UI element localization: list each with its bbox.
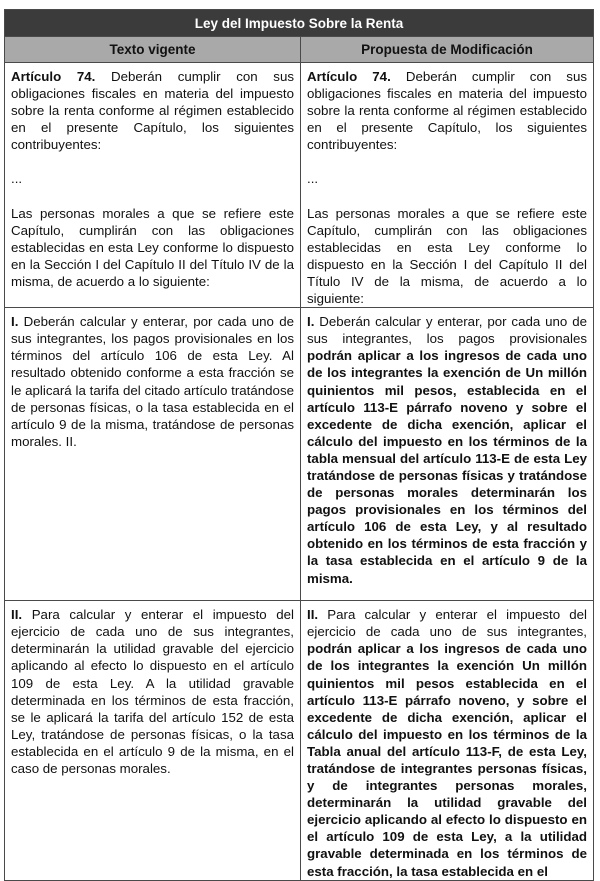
- fraction-paragraph: [307, 606, 587, 880]
- fraction-proposed-text: podrán aplicar a los ingresos de cada uno de los integrantes la exención de Un millón quinientos mil pesos, establecida en el artículo 113-E párrafo noveno y sobre el excedente de dicha exención, aplicar el cálculo del impuesto en los términos de la tabla mensual del artículo 113-E de esta Ley tratándose de personas físicas y tratándose de personas morales determinarán los pagos provisionales en los términos del artículo 106 de esta Ley, y al resultado obtenido en los términos de esta fracción y la tasa establecida en el artículo 9 de la misma.: [307, 348, 587, 586]
- fraction-label: I.: [307, 314, 315, 330]
- table-row: [5, 601, 594, 881]
- cell-propuesta-fraccion-i: [301, 308, 594, 601]
- fraction-paragraph: [11, 313, 294, 450]
- fraction-paragraph: [307, 313, 587, 587]
- article-paragraph: [307, 68, 587, 153]
- cell-vigente-fraccion-i: [5, 308, 301, 601]
- article-text: Deberán cumplir con sus obligaciones fiscales en materia del impuesto sobre la renta conforme al régimen establecido en el presente Capítulo, los siguientes contribuyentes:: [11, 69, 294, 153]
- ellipsis: ...: [11, 171, 23, 187]
- fraction-text: Deberán calcular y enterar, por cada uno de sus integrantes, los pagos provisionales en los términos del artículo 106 de esta Ley. Al resultado obtenido conforme a esta fracción se le aplicará la tarifa del citado artículo tratándose de personas físicas, o la tasa establecida en el artículo 9 de la misma, tratándose de personas morales. II.: [11, 314, 294, 449]
- fraction-paragraph: [11, 606, 294, 777]
- fraction-label: I.: [11, 314, 19, 330]
- table-row: [5, 63, 594, 308]
- cell-vigente-articulo-74: [5, 63, 301, 308]
- article-label: Artículo 74.: [307, 69, 391, 84]
- fraction-text: Para calcular y enterar el impuesto del ejercicio de cada uno de sus integrantes, determinarán la utilidad gravable del ejercicio aplicando al efecto lo dispuesto en el artículo 109 de esta Ley. A la utilidad gravable determinada en los términos de esta fracción, se le aplicará la tarifa del artículo 152 de esta Ley, tratándose de personas físicas, o la tasa establecida en el artículo 9 de la misma, en el caso de personas morales.: [11, 607, 294, 776]
- cell-propuesta-fraccion-ii: [301, 601, 594, 881]
- article-label: Artículo 74.: [11, 69, 96, 84]
- table-title-row: [5, 10, 594, 37]
- paragraph: Las personas morales a que se refiere este Capítulo, cumplirán con las obligaciones establecidas en esta Ley conforme lo dispuesto en la Sección I del Capítulo II del Título IV de la misma, de acuerdo a lo siguiente:: [307, 205, 587, 307]
- comparison-table: [4, 9, 594, 881]
- article-paragraph: [11, 68, 294, 153]
- table-row: [5, 308, 594, 601]
- cell-vigente-fraccion-ii: [5, 601, 301, 881]
- fraction-text: Para calcular y enterar el impuesto del ejercicio de cada uno de sus integrantes,: [307, 607, 587, 640]
- article-text: Deberán cumplir con sus obligaciones fiscales en materia del impuesto sobre la renta conforme al régimen establecido en el presente Capítulo, los siguientes contribuyentes:: [307, 69, 587, 153]
- table-title: Ley del Impuesto Sobre la Renta: [5, 10, 594, 37]
- ellipsis: ...: [307, 171, 319, 187]
- fraction-proposed-text: podrán aplicar a los ingresos de cada uno de los integrantes la exención Un millón quinientos mil pesos establecida en el artículo 113-E párrafo noveno, y sobre el excedente de dicha exención, aplicar el cálculo del impuesto en los términos de la Tabla anual del artículo 113-F, de esta Ley, tratándose de integrantes personas físicas, y de integrantes personas morales, determinarán la utilidad gravable del ejercicio aplicando al efecto lo dispuesto en el artículo 109 de esta Ley, a la utilidad gravable determinada en los términos de esta fracción, la tasa establecida en el: [307, 641, 587, 879]
- fraction-label: II.: [307, 607, 319, 623]
- column-header-row: [5, 37, 594, 63]
- column-header-propuesta: Propuesta de Modificación: [301, 37, 594, 63]
- cell-propuesta-articulo-74: [301, 63, 594, 308]
- fraction-text: Deberán calcular y enterar, por cada uno de sus integrantes, los pagos provisionales: [307, 314, 587, 347]
- fraction-label: II.: [11, 607, 23, 623]
- column-header-texto-vigente: Texto vigente: [5, 37, 301, 63]
- paragraph: Las personas morales a que se refiere este Capítulo, cumplirán con las obligaciones establecidas en esta Ley conforme lo dispuesto en la Sección I del Capítulo II del Título IV de la misma, de acuerdo a lo siguiente:: [11, 205, 294, 289]
